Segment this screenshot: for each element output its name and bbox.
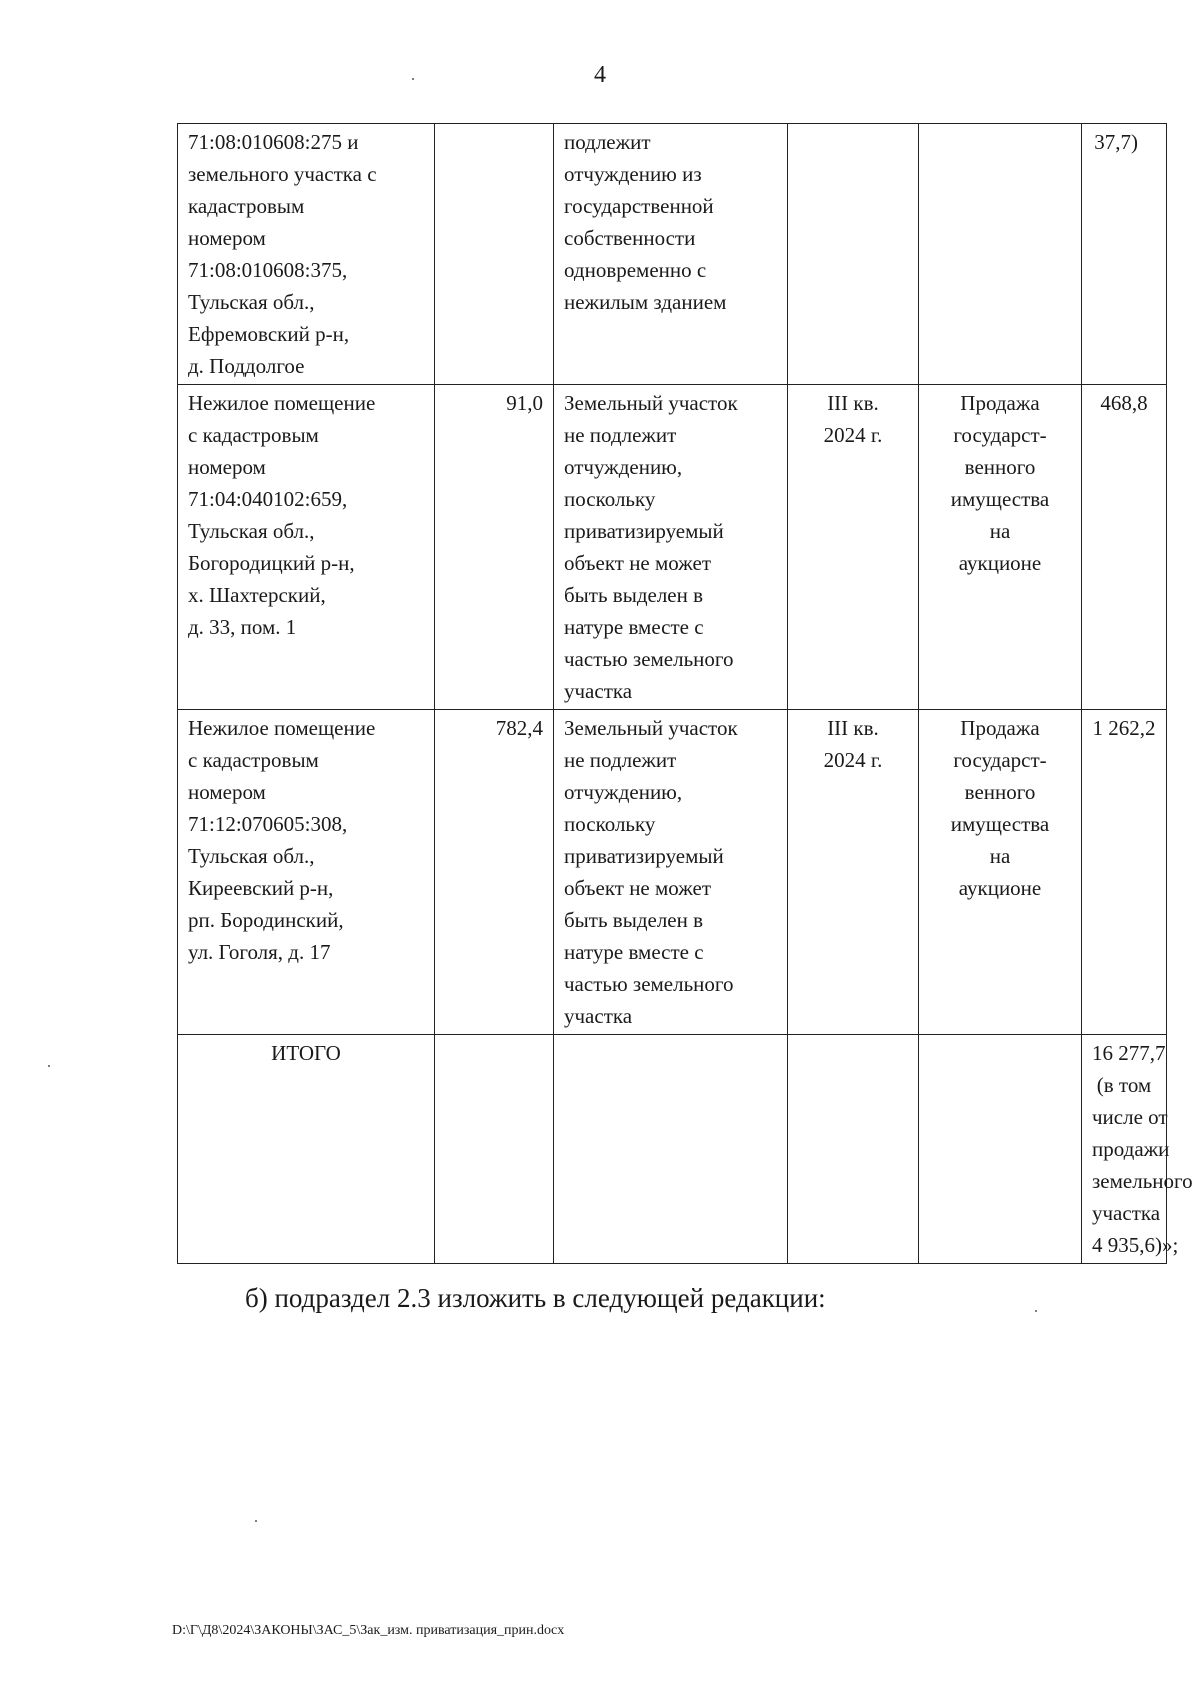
land-note-cell-line: не подлежит (564, 423, 677, 447)
land-note-cell-line: частью земельного (564, 972, 734, 996)
method-cell-line: на (989, 844, 1011, 868)
method-cell (919, 710, 1082, 1035)
land-note-cell (554, 710, 788, 1035)
land-note-cell (554, 385, 788, 710)
sum-cell (1082, 710, 1167, 1035)
empty-cell (919, 1035, 1082, 1264)
body-paragraph: б) подраздел 2.3 изложить в следующей редакции: (245, 1283, 826, 1313)
method-cell (919, 124, 1082, 385)
object-name-cell-line: Тульская обл., (188, 519, 315, 543)
land-note-cell-line: собственности (564, 226, 696, 250)
total-sum-line: числе от (1092, 1105, 1168, 1129)
land-note-cell-line: натуре вместе с (564, 615, 704, 639)
total-sum-line: 4 935,6)»; (1092, 1233, 1179, 1257)
land-note-cell (554, 124, 788, 385)
object-name-cell-line: Ефремовский р-н, (188, 322, 350, 346)
land-note-cell-line: государственной (564, 194, 714, 218)
object-name-cell-line: земельного участка с (188, 162, 377, 186)
method-cell-line: государст- (953, 423, 1047, 447)
empty-cell (435, 1035, 554, 1264)
footer-file-path: D:\Г\Д8\2024\ЗАКОНЫ\ЗАС_5\Зак_изм. приватизация_прин.docx (172, 1623, 565, 1638)
land-note-cell-line: объект не может (564, 876, 711, 900)
object-name-cell (178, 710, 435, 1035)
object-name-cell-line: Нежилое помещение (188, 716, 376, 740)
land-note-cell-line: поскольку (564, 487, 656, 511)
privatization-table (177, 123, 1193, 1264)
object-name-cell-line: кадастровым (188, 194, 305, 218)
sum-cell-line: 37,7) (1094, 130, 1138, 154)
period-cell-line: III кв. (827, 391, 879, 415)
land-note-cell-line: отчуждению из (564, 162, 702, 186)
land-note-cell-line: частью земельного (564, 647, 734, 671)
method-cell-line: имущества (950, 487, 1050, 511)
object-name-cell-line: 71:08:010608:275 и (188, 130, 359, 154)
area-cell (435, 385, 554, 710)
object-name-cell-line: с кадастровым (188, 748, 319, 772)
period-cell-line: 2024 г. (823, 748, 883, 772)
object-name-cell-line: номером (188, 455, 266, 479)
method-cell-line: венного (964, 455, 1036, 479)
empty-cell (788, 1035, 919, 1264)
land-note-cell-line: объект не может (564, 551, 711, 575)
object-name-cell-line: д. Поддолгое (188, 354, 305, 378)
land-note-cell-line: участка (564, 679, 633, 703)
sum-cell-line: 468,8 (1100, 391, 1148, 415)
land-note-cell-line: одновременно с (564, 258, 707, 282)
land-note-cell-line: не подлежит (564, 748, 677, 772)
method-cell-line: аукционе (958, 551, 1042, 575)
method-cell-line: венного (964, 780, 1036, 804)
total-sum-cell (1082, 1035, 1193, 1264)
land-note-cell-line: нежилым зданием (564, 290, 727, 314)
method-cell-line: имущества (950, 812, 1050, 836)
sum-cell (1082, 385, 1167, 710)
land-note-cell-line: натуре вместе с (564, 940, 704, 964)
page-number: 4 (594, 62, 606, 88)
object-name-cell (178, 124, 435, 385)
object-name-cell-line: рп. Бородинский, (188, 908, 344, 932)
object-name-cell-line: 71:12:070605:308, (188, 812, 348, 836)
land-note-cell-line: приватизируемый (564, 844, 724, 868)
area-cell (435, 710, 554, 1035)
scan-speck (412, 78, 414, 80)
period-cell (788, 124, 919, 385)
method-cell-line: аукционе (958, 876, 1042, 900)
table-row (178, 710, 1167, 1035)
method-cell-line: Продажа (960, 716, 1040, 740)
sum-cell-line: 1 262,2 (1092, 716, 1156, 740)
empty-cell (554, 1035, 788, 1264)
object-name-cell-line: Тульская обл., (188, 290, 315, 314)
object-name-cell-line: Тульская обл., (188, 844, 315, 868)
total-sum-line: 16 277,7 (1092, 1041, 1166, 1065)
land-note-cell-line: поскольку (564, 812, 656, 836)
land-note-cell-line: Земельный участок (564, 391, 738, 415)
period-cell (788, 710, 919, 1035)
period-cell-line: 2024 г. (823, 423, 883, 447)
land-note-cell-line: быть выделен в (564, 583, 704, 607)
sum-cell (1082, 124, 1167, 385)
area-cell-line: 782,4 (495, 716, 543, 740)
method-cell-line: государст- (953, 748, 1047, 772)
object-name-cell-line: номером (188, 226, 266, 250)
total-sum-line: участка (1092, 1201, 1161, 1225)
object-name-cell (178, 385, 435, 710)
object-name-cell-line: ул. Гоголя, д. 17 (188, 940, 331, 964)
total-label: ИТОГО (178, 1035, 435, 1264)
land-note-cell-line: Земельный участок (564, 716, 738, 740)
method-cell (919, 385, 1082, 710)
table-row (178, 124, 1167, 385)
land-note-cell-line: участка (564, 1004, 633, 1028)
period-cell (788, 385, 919, 710)
object-name-cell-line: Богородицкий р-н, (188, 551, 355, 575)
area-cell (435, 124, 554, 385)
land-note-cell-line: быть выделен в (564, 908, 704, 932)
land-note-cell-line: приватизируемый (564, 519, 724, 543)
object-name-cell-line: Нежилое помещение (188, 391, 376, 415)
scan-speck (48, 1065, 50, 1067)
method-cell-line: на (989, 519, 1011, 543)
scan-speck (255, 1520, 257, 1522)
total-sum-line: продажи (1092, 1137, 1170, 1161)
object-name-cell-line: с кадастровым (188, 423, 319, 447)
area-cell-line: 91,0 (506, 391, 543, 415)
object-name-cell-line: д. 33, пом. 1 (188, 615, 297, 639)
land-note-cell-line: отчуждению, (564, 780, 683, 804)
object-name-cell-line: номером (188, 780, 266, 804)
land-note-cell-line: отчуждению, (564, 455, 683, 479)
object-name-cell-line: Киреевский р-н, (188, 876, 334, 900)
land-note-cell-line: подлежит (564, 130, 651, 154)
method-cell-line: Продажа (960, 391, 1040, 415)
total-row (178, 1035, 1167, 1264)
table-row (178, 385, 1167, 710)
total-sum-line: земельного (1092, 1169, 1193, 1193)
object-name-cell-line: х. Шахтерский, (188, 583, 326, 607)
total-sum-line: (в том (1096, 1073, 1152, 1097)
object-name-cell-line: 71:08:010608:375, (188, 258, 348, 282)
object-name-cell-line: 71:04:040102:659, (188, 487, 348, 511)
period-cell-line: III кв. (827, 716, 879, 740)
scan-speck (1035, 1310, 1037, 1312)
